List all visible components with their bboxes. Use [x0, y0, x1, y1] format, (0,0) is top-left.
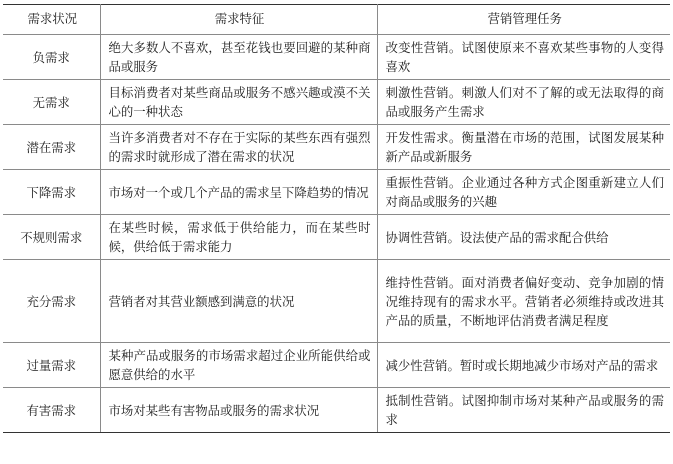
cell-demand-feature: 目标消费者对某些商品或服务不感兴趣或漠不关心的一种状态 — [100, 80, 377, 125]
cell-marketing-task: 开发性需求。衡量潜在市场的范围，试图发展某种新产品或新服务 — [377, 125, 670, 170]
cell-demand-state: 负需求 — [3, 35, 100, 80]
cell-demand-state: 无需求 — [3, 80, 100, 125]
table-row — [3, 35, 670, 80]
cell-marketing-task: 协调性营销。设法使产品的需求配合供给 — [377, 215, 670, 260]
demand-state-table — [3, 4, 670, 433]
table-row — [3, 388, 670, 433]
cell-marketing-task: 重振性营销。企业通过各种方式企图重新建立人们对商品或服务的兴趣 — [377, 170, 670, 215]
table-row — [3, 170, 670, 215]
header-demand-feature: 需求特征 — [100, 5, 377, 35]
cell-demand-state: 过量需求 — [3, 343, 100, 388]
header-marketing-task: 营销管理任务 — [377, 5, 670, 35]
cell-marketing-task: 维持性营销。面对消费者偏好变动、竞争加剧的情况维持现有的需求水平。营销者必须维持或改进其产品的质量，不断地评估消费者满足程度 — [377, 260, 670, 343]
cell-demand-feature: 营销者对其营业额感到满意的状况 — [100, 260, 377, 343]
cell-demand-feature: 市场对一个或几个产品的需求呈下降趋势的情况 — [100, 170, 377, 215]
cell-demand-feature: 绝大多数人不喜欢，甚至花钱也要回避的某种商品或服务 — [100, 35, 377, 80]
cell-marketing-task: 抵制性营销。试图抑制市场对某种产品或服务的需求 — [377, 388, 670, 433]
table-row — [3, 215, 670, 260]
cell-demand-state: 有害需求 — [3, 388, 100, 433]
cell-demand-feature: 当许多消费者对不存在于实际的某些东西有强烈的需求时就形成了潜在需求的状况 — [100, 125, 377, 170]
cell-marketing-task: 改变性营销。试图使原来不喜欢某些事物的人变得喜欢 — [377, 35, 670, 80]
table-row — [3, 80, 670, 125]
cell-marketing-task: 刺激性营销。刺激人们对不了解的或无法取得的商品或服务产生需求 — [377, 80, 670, 125]
cell-demand-state: 不规则需求 — [3, 215, 100, 260]
cell-demand-feature: 某种产品或服务的市场需求超过企业所能供给或愿意供给的水平 — [100, 343, 377, 388]
cell-demand-state: 下降需求 — [3, 170, 100, 215]
table-row — [3, 260, 670, 343]
table-header-row — [3, 5, 670, 35]
cell-demand-feature: 在某些时候，需求低于供给能力，而在某些时候，供给低于需求能力 — [100, 215, 377, 260]
table-row — [3, 125, 670, 170]
header-demand-state: 需求状况 — [3, 5, 100, 35]
cell-demand-feature: 市场对某些有害物品或服务的需求状况 — [100, 388, 377, 433]
table-row — [3, 343, 670, 388]
cell-demand-state: 潜在需求 — [3, 125, 100, 170]
cell-demand-state: 充分需求 — [3, 260, 100, 343]
cell-marketing-task: 减少性营销。暂时或长期地减少市场对产品的需求 — [377, 343, 670, 388]
